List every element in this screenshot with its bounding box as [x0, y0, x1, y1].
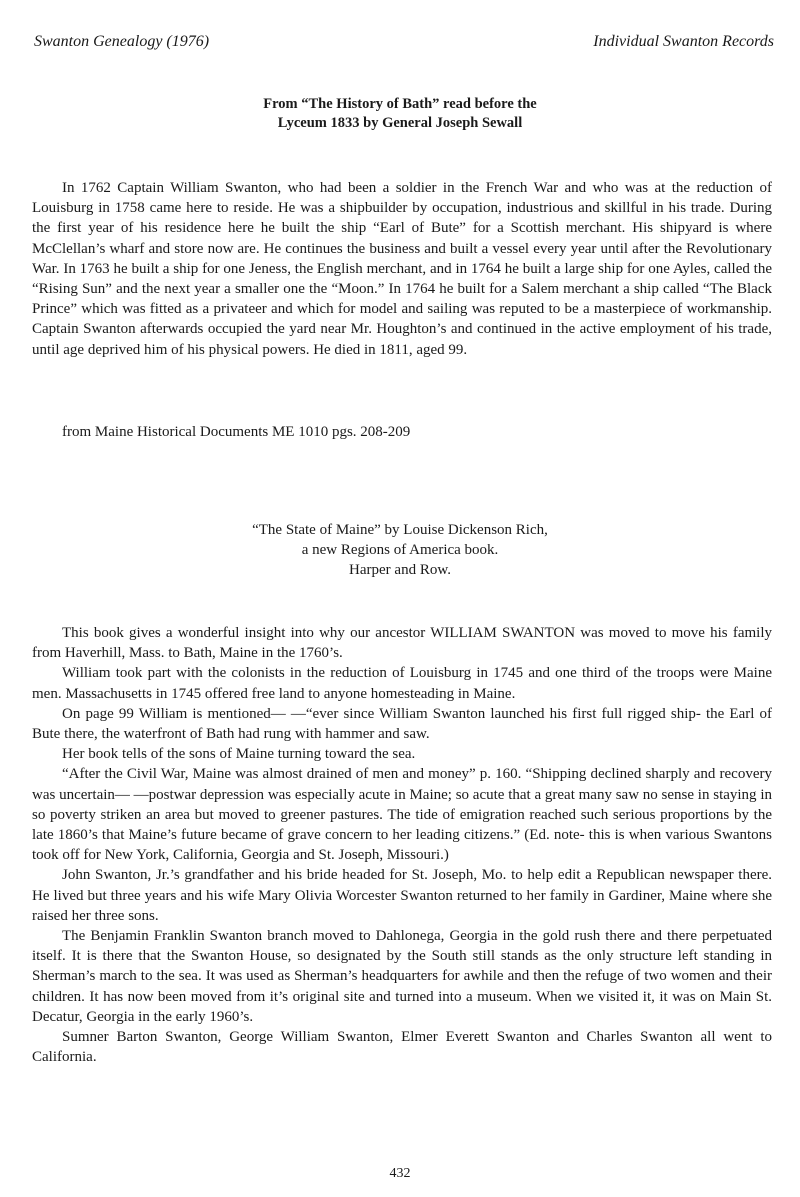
running-header-right: Individual Swanton Records: [593, 33, 774, 50]
section2-paragraph: On page 99 William is mentioned— —“ever since William Swanton launched his first full rigged ship- the Earl of Bute there, the waterfront of Bath had rung with hammer and saw.: [32, 705, 772, 743]
section1-heading-line2: Lyceum 1833 by General Joseph Sewall: [277, 115, 523, 131]
section2-paragraph: John Swanton, Jr.’s grandfather and his bride headed for St. Joseph, Mo. to help edit a Republican newspaper there. He lived but three years and his wife Mary Olivia Worcester Swanton returned to her family in Gardiner, Maine where she raised her three sons.: [32, 867, 772, 924]
section2-heading: [0, 520, 800, 580]
section2-heading-line1: “The State of Maine” by Louise Dickenson Rich,: [252, 522, 548, 538]
section2-paragraph: This book gives a wonderful insight into why our ancestor WILLIAM SWANTON was moved to move his family from Haverhill, Mass. to Bath, Maine in the 1760’s.: [32, 625, 772, 662]
section1-body: [32, 178, 772, 360]
section2-heading-line3: Harper and Row.: [349, 562, 451, 578]
section2-body: [32, 623, 772, 1067]
running-header-left: Swanton Genealogy (1976): [34, 33, 210, 50]
section2-paragraph: William took part with the colonists in the reduction of Louisburg in 1745 and one third of the troops were Maine men. Massachusetts in 1745 offered free land to anyone homesteading in Maine.: [32, 665, 772, 702]
section1-heading-line1: From “The History of Bath” read before the: [263, 96, 537, 112]
section2-paragraph: The Benjamin Franklin Swanton branch moved to Dahlonega, Georgia in the gold rush there and there perpetuated itself. It is there that the Swanton House, so designated by the South still stands as the only structure left standing in Sherman’s march to the sea. It was used as Sherman’s headquarters for awhile and then the refuge of two women and their children. It has now been moved from it’s original site and turned into a museum. When we visited it, it was on Main St. Decatur, Georgia in the early 1960’s.: [32, 928, 772, 1025]
section2-paragraph: Her book tells of the sons of Maine turning toward the sea.: [62, 746, 416, 763]
section1-source: from Maine Historical Documents ME 1010 pgs. 208-209: [62, 424, 411, 440]
section1-paragraph: In 1762 Captain William Swanton, who had been a soldier in the French War and who was at the reduction of Louisburg in 1758 came here to reside. He was a shipbuilder by occupation, industrious and skillful in his trade. During the first year of his residence here he built the ship “Earl of Bute” for a Scottish merchant. His shipyard is where McClellan’s wharf and store now are. He continues the business and built a vessel every year until after the Revolutionary War. In 1763 he built a ship for one Jeness, the English merchant, and in 1764 he built a large ship for one Ayles, called the “Rising Sun” and the next year a smaller one the “Moon.” In 1764 he built for a Salem merchant a ship called “The Black Prince” which was fitted as a privateer and which for model and sailing was reputed to be a masterpiece of workmanship. Captain Swanton afterwards occupied the yard near Mr. Houghton’s and continued in the active employment of his trade, until age deprived him of his physical powers. He died in 1811, aged 99.: [32, 180, 772, 358]
section2-paragraph: Sumner Barton Swanton, George William Swanton, Elmer Everett Swanton and Charles Swanton all went to California.: [32, 1029, 772, 1066]
section2-heading-line2: a new Regions of America book.: [301, 542, 499, 558]
section2-paragraph: “After the Civil War, Maine was almost drained of men and money” p. 160. “Shipping declined sharply and recovery was uncertain— —postwar depression was especially acute in Maine; so acute that a great many saw no sense in staying in so poverty striken an area but moved to greener pastures. The tide of emigration reached such serious proportions by the late 1860’s that Maine’s future became of grave concern to her leading citizens.” (Ed. note- this is when various Swantons took off for New York, California, Georgia and St. Joseph, Missouri.): [32, 766, 772, 864]
section1-heading: [0, 95, 800, 133]
page-number: 432: [389, 1166, 411, 1181]
